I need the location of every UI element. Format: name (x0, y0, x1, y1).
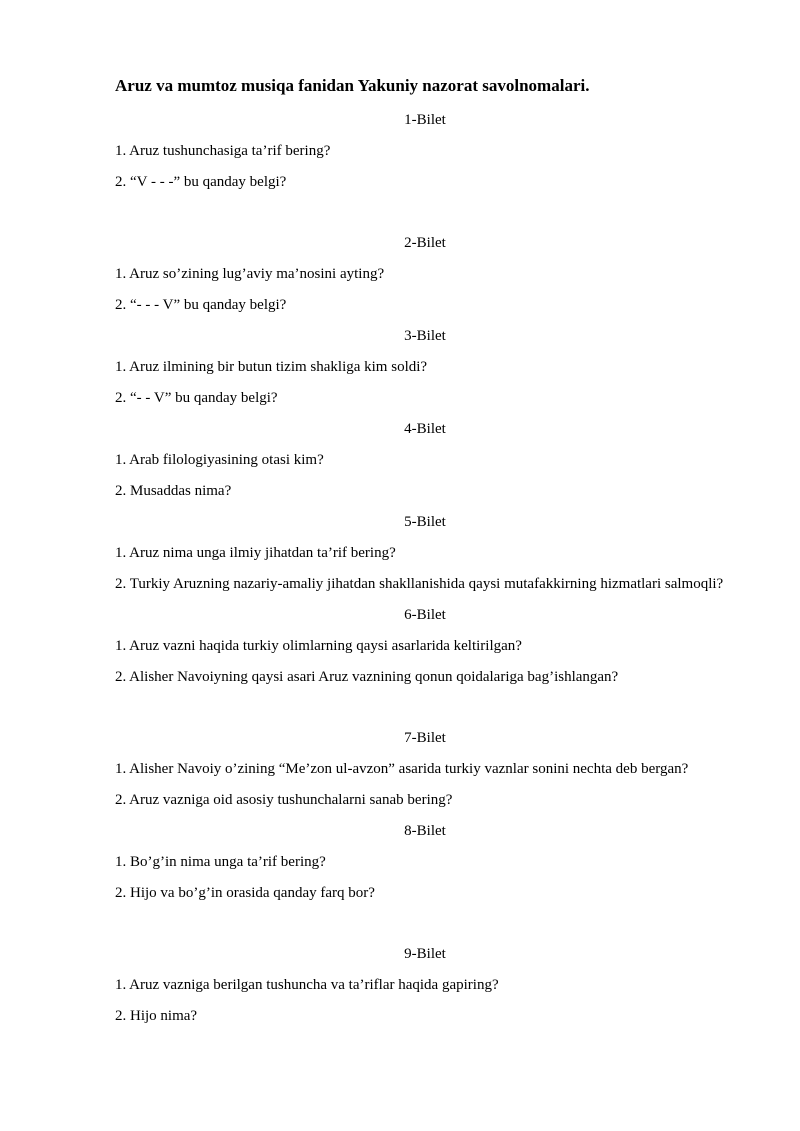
bilet-heading: 6-Bilet (404, 607, 446, 623)
question-item: 1. Bo’g’in nima unga ta’rif bering? (115, 854, 326, 870)
bilet-6 (115, 605, 735, 687)
question-item: 2. “- - V” bu qanday belgi? (115, 390, 278, 406)
question-item: 2. Aruz vazniga oid asosiy tushunchalarni sanab bering? (115, 792, 453, 808)
question-item: 2. Musaddas nima? (115, 483, 232, 499)
bilet-2 (115, 233, 735, 315)
question-item: 1. Arab filologiyasining otasi kim? (115, 452, 324, 468)
spacer (115, 698, 735, 728)
spacer (115, 914, 735, 944)
bilet-heading: 9-Bilet (404, 946, 446, 962)
bilet-heading: 5-Bilet (404, 514, 446, 530)
question-item: 2. “- - - V” bu qanday belgi? (115, 297, 287, 313)
question-item: 1. Aruz ilmining bir butun tizim shakliga kim soldi? (115, 359, 428, 375)
question-item: 1. Aruz tushunchasiga ta’rif bering? (115, 143, 331, 159)
question-item: 1. Aruz vazni haqida turkiy olimlarning qaysi asarlarida keltirilgan? (115, 638, 522, 654)
question-item: 2. Alisher Navoiyning qaysi asari Aruz vaznining qonun qoidalariga bag’ishlangan? (115, 669, 619, 685)
bilet-heading: 7-Bilet (404, 730, 446, 746)
bilet-heading: 3-Bilet (404, 328, 446, 344)
question-item: 1. Aruz so’zining lug’aviy ma’nosini ayting? (115, 266, 385, 282)
bilet-heading: 4-Bilet (404, 421, 446, 437)
bilet-heading: 8-Bilet (404, 823, 446, 839)
question-item: 2. Turkiy Aruzning nazariy-amaliy jihatdan shakllanishida qaysi mutafakkirning hizmatlari salmoqli? (115, 576, 724, 592)
bilet-1 (115, 110, 735, 192)
question-item: 1. Aruz vazniga berilgan tushuncha va ta’riflar haqida gapiring? (115, 977, 499, 993)
bilet-heading: 2-Bilet (404, 235, 446, 251)
bilet-heading: 1-Bilet (404, 112, 446, 128)
bilet-4 (115, 419, 735, 501)
bilet-list (115, 110, 735, 1037)
question-item: 2. Hijo nima? (115, 1008, 198, 1024)
bilet-5 (115, 512, 735, 594)
question-item: 2. Hijo va bo’g’in orasida qanday farq bor? (115, 885, 375, 901)
document-title: Aruz va mumtoz musiqa fanidan Yakuniy nazorat savolnomalari. (115, 76, 590, 95)
question-item: 1. Alisher Navoiy o’zining “Me’zon ul-avzon” asarida turkiy vaznlar sonini nechta deb bergan? (115, 761, 689, 777)
bilet-9 (115, 944, 735, 1026)
bilet-8 (115, 821, 735, 903)
bilet-3 (115, 326, 735, 408)
spacer (115, 203, 735, 233)
question-item: 2. “V - - -” bu qanday belgi? (115, 174, 287, 190)
bilet-7 (115, 728, 735, 810)
question-item: 1. Aruz nima unga ilmiy jihatdan ta’rif bering? (115, 545, 396, 561)
